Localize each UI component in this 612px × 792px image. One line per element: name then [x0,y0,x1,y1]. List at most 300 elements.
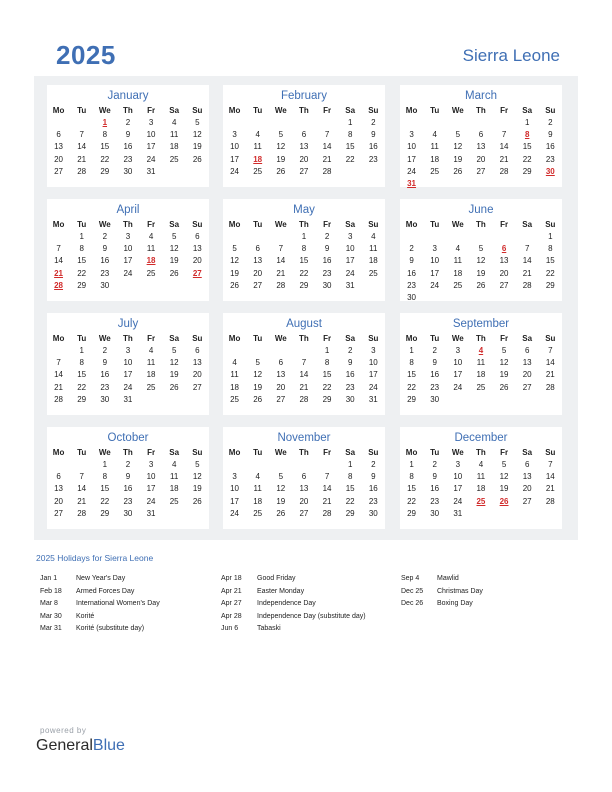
week-row [223,483,385,495]
week-row [400,243,562,255]
week-row [223,243,385,255]
weekday-label: Fr [147,334,156,343]
empty-cell [223,231,246,243]
day-cell: 5 [455,130,461,140]
month-name: September [452,318,510,330]
week-row [223,345,385,357]
empty-cell [493,394,516,406]
day-cell: 8 [324,358,330,368]
day-cell: 5 [195,118,200,127]
day-cell: 8 [301,244,307,254]
day-cell: 1 [79,346,84,355]
day-cell: 17 [123,370,133,380]
day-cell: 10 [230,484,240,494]
day-cell: 11 [146,358,156,368]
day-cell: 3 [148,460,154,469]
day-cell: 27 [499,280,509,290]
weekday-label: Tu [253,334,263,343]
weekday-header [47,105,209,117]
weekday-label: Su [368,220,379,229]
weekday-label: Tu [253,220,263,229]
weekday-label: Fr [323,334,332,343]
holiday-name: New Year's Day [76,575,126,582]
day-cell: 17 [430,268,440,278]
day-cell: 10 [123,244,133,254]
day-cell: 13 [192,358,202,368]
day-cell: 23 [430,382,440,392]
week-row [47,369,209,381]
day-cell: 26 [453,166,463,176]
empty-cell [516,508,539,520]
day-cell: 7 [301,358,307,368]
holiday-name: Christmas Day [437,587,483,595]
weekday-label: Tu [253,106,263,115]
day-cell: 28 [545,382,555,392]
week-row [400,483,562,495]
day-cell: 5 [255,358,260,368]
week-row [47,231,209,243]
day-cell: 1 [102,460,108,469]
week-row [223,255,385,267]
day-cell: 22 [100,496,110,506]
day-cell: 9 [371,472,376,482]
day-cell: 9 [125,130,131,140]
day-cell: 3 [409,130,414,140]
day-cell: 22 [522,154,532,164]
day-cell: 6 [255,244,260,254]
day-cell: 24 [368,382,378,392]
day-cell: 9 [409,256,414,266]
weekday-header [223,219,385,231]
day-cell: 1 [409,460,414,469]
day-cell: 16 [430,484,440,494]
day-cell: 17 [146,142,156,152]
weekday-label: We [274,448,287,457]
day-cell: 19 [476,268,486,278]
month-august [223,313,385,415]
empty-cell [446,231,469,243]
day-cell: 6 [301,130,307,140]
week-row [223,154,385,166]
empty-cell [47,459,70,471]
day-cell: 6 [301,472,307,482]
weekday-label: Sa [522,448,533,457]
day-cell: 20 [54,496,64,506]
day-cell: 3 [232,472,237,482]
weekday-label: We [98,334,111,343]
weekday-label: Tu [430,106,440,115]
holidays-title: 2025 Holidays for Sierra Leone [36,553,154,563]
day-cell: 23 [345,382,355,392]
day-cell: 11 [170,130,179,140]
day-cell: 11 [476,358,486,368]
day-cell: 28 [299,394,309,404]
day-cell: 26 [253,394,263,404]
day-cell: 6 [56,472,61,482]
day-cell: 21 [522,268,532,278]
day-cell: 15 [77,370,87,380]
day-cell: 21 [322,154,332,164]
day-cell: 10 [230,142,240,152]
day-cell: 16 [322,256,332,266]
day-cell: 25 [453,280,463,290]
week-row [223,280,385,292]
day-cell: 13 [54,142,64,152]
empty-cell [116,280,139,292]
day-cell: 2 [432,346,437,355]
empty-cell [446,292,469,304]
weekday-label: Th [299,220,309,229]
week-row [47,471,209,483]
weekday-label: Fr [323,448,332,457]
day-cell: 25 [253,166,263,176]
weekday-label: Fr [147,448,156,457]
country-title: Sierra Leone [462,46,560,65]
weekday-label: Mo [405,220,418,229]
weekday-label: Mo [228,106,241,115]
holiday-item [40,598,160,611]
weekday-label: Th [123,334,133,343]
empty-cell [186,166,209,178]
day-cell: 29 [299,280,309,290]
day-cell: 25 [230,394,240,404]
weekday-label: Mo [228,448,241,457]
day-cell: 18 [430,154,440,164]
day-cell: 18 [230,382,240,392]
empty-cell [186,508,209,520]
day-cell: 14 [77,484,87,494]
day-cell: 22 [77,268,87,278]
day-cell: 13 [476,142,486,152]
day-cell: 2 [371,118,376,127]
week-row [400,394,562,406]
day-cell: 30 [123,166,133,176]
day-cell: 13 [192,244,202,254]
week-row [47,508,209,520]
month-name: November [277,432,331,444]
day-cell: 27 [476,166,486,176]
day-cell: 16 [123,142,133,152]
day-cell: 25 [169,154,179,164]
day-cell: 28 [276,280,286,290]
month-name: August [286,318,322,330]
week-row [47,268,209,280]
weekday-header [400,105,562,117]
holiday-name: Good Friday [257,575,296,582]
weekday-label: Sa [522,106,533,115]
day-cell: 26 [169,382,179,392]
day-cell: 12 [253,370,263,380]
week-row [223,471,385,483]
holiday-name: Easter Monday [257,587,305,595]
day-cell: 10 [407,142,417,152]
day-cell: 18 [253,154,263,164]
day-cell: 27 [299,166,309,176]
day-cell: 9 [102,244,108,254]
weekday-label: Su [192,334,203,343]
day-cell: 21 [545,484,555,494]
month-name: December [454,432,508,444]
day-cell: 2 [432,460,437,469]
day-cell: 11 [170,472,179,482]
week-row [223,508,385,520]
empty-cell [539,178,562,190]
empty-cell [269,231,292,243]
week-row [400,231,562,243]
day-cell: 27 [299,508,309,518]
day-cell: 7 [79,472,84,482]
day-cell: 20 [192,256,202,266]
day-cell: 8 [409,472,414,482]
day-cell: 18 [253,496,263,506]
day-cell: 27 [522,496,532,506]
day-cell: 22 [407,382,417,392]
weekday-label: Mo [52,334,65,343]
day-cell: 3 [455,346,461,355]
month-may [223,199,385,301]
weekday-label: Su [368,448,379,457]
holiday-item [40,573,160,586]
empty-cell [469,508,492,520]
day-cell: 4 [255,472,260,482]
weekday-label: Tu [430,220,440,229]
day-cell: 21 [276,268,286,278]
holiday-item [401,586,483,599]
month-march [400,85,562,187]
day-cell: 7 [548,460,553,469]
day-cell: 16 [100,370,110,380]
day-cell: 17 [345,256,355,266]
day-cell: 1 [102,118,108,127]
day-cell: 25 [253,508,263,518]
day-cell: 15 [100,484,110,494]
day-cell: 9 [347,358,353,368]
week-row [400,357,562,369]
day-cell: 6 [195,232,200,241]
day-cell: 3 [371,346,376,355]
weekday-label: Sa [345,106,356,115]
holiday-date: Apr 21 [221,587,242,595]
week-row [223,141,385,153]
holiday-item [40,586,160,599]
day-cell: 29 [522,166,532,176]
empty-cell [539,394,562,406]
empty-cell [469,178,492,190]
day-cell: 24 [146,154,156,164]
week-row [47,166,209,178]
day-cell: 11 [253,142,262,152]
weekday-header [47,447,209,459]
weekday-label: We [451,334,464,343]
day-cell: 13 [299,484,309,494]
day-cell: 25 [146,268,156,278]
day-cell: 14 [77,142,87,152]
week-row [223,369,385,381]
month-december [400,427,562,529]
day-cell: 29 [345,508,355,518]
day-cell: 25 [476,382,486,392]
holiday-date: Apr 28 [221,612,242,620]
day-cell: 12 [192,472,202,482]
weekday-label: Fr [500,106,509,115]
month-name: January [107,90,149,102]
day-cell: 15 [299,256,309,266]
weekday-label: Sa [169,220,180,229]
day-cell: 26 [499,382,509,392]
day-cell: 9 [432,472,437,482]
day-cell: 19 [276,496,286,506]
empty-cell [163,280,186,292]
day-cell: 24 [345,268,355,278]
day-cell: 3 [232,130,237,140]
day-cell: 1 [324,346,330,355]
day-cell: 14 [54,370,64,380]
week-row [400,345,562,357]
day-cell: 8 [79,244,84,254]
week-row [400,166,562,178]
weekday-header [400,447,562,459]
empty-cell [70,459,93,471]
day-cell: 22 [322,382,332,392]
day-cell: 31 [407,178,417,188]
day-cell: 15 [77,256,87,266]
holiday-item [221,598,366,611]
weekday-label: We [274,220,287,229]
week-row [400,292,562,304]
day-cell: 29 [100,508,110,518]
day-cell: 5 [232,244,237,254]
empty-cell [163,508,186,520]
day-cell: 20 [54,154,64,164]
empty-cell [246,231,269,243]
day-cell: 31 [146,166,156,176]
day-cell: 12 [276,142,286,152]
day-cell: 27 [54,508,64,518]
day-cell: 5 [195,460,200,469]
day-cell: 12 [276,484,286,494]
day-cell: 3 [125,346,131,355]
week-row [47,345,209,357]
empty-cell [269,117,292,129]
day-cell: 13 [54,484,64,494]
day-cell: 2 [125,460,131,469]
weekday-label: Fr [500,220,509,229]
generalblue-logo [36,737,125,755]
empty-cell [493,231,516,243]
day-cell: 30 [430,508,440,518]
day-cell: 17 [146,484,156,494]
day-cell: 21 [322,496,332,506]
weekday-label: Th [123,220,133,229]
day-cell: 19 [499,484,509,494]
day-cell: 10 [453,358,463,368]
day-cell: 3 [432,244,437,254]
day-cell: 8 [548,244,553,254]
month-name: March [465,90,497,102]
weekday-label: Tu [430,448,440,457]
holiday-item [221,586,366,599]
empty-cell [423,292,446,304]
holiday-name: Korité (substitute day) [76,625,145,632]
day-cell: 29 [77,394,87,404]
weekday-label: Mo [52,220,65,229]
day-cell: 16 [368,142,378,152]
year-title: 2025 [56,40,116,70]
day-cell: 9 [548,130,553,140]
day-cell: 9 [432,358,437,368]
day-cell: 10 [146,472,156,482]
empty-cell [516,231,539,243]
day-cell: 29 [322,394,332,404]
holiday-item [40,611,160,624]
week-row [400,117,562,129]
day-cell: 10 [453,472,463,482]
day-cell: 31 [146,508,156,518]
day-cell: 30 [100,280,110,290]
day-cell: 12 [499,358,509,368]
day-cell: 26 [499,496,509,506]
week-row [223,268,385,280]
empty-cell [70,117,93,129]
day-cell: 22 [407,496,417,506]
empty-cell [246,345,269,357]
day-cell: 15 [322,370,332,380]
empty-cell [400,231,423,243]
empty-cell [163,394,186,406]
empty-cell [493,117,516,129]
day-cell: 13 [299,142,309,152]
day-cell: 30 [100,394,110,404]
day-cell: 7 [501,130,507,140]
empty-cell [269,459,292,471]
day-cell: 23 [123,154,133,164]
day-cell: 5 [278,472,284,482]
week-row [47,129,209,141]
weekday-label: We [451,106,464,115]
day-cell: 21 [54,268,64,278]
calendar-grid [34,76,578,540]
weekday-label: Th [123,106,133,115]
day-cell: 6 [478,130,484,140]
day-cell: 24 [146,496,156,506]
week-row [47,154,209,166]
weekday-label: We [451,220,464,229]
week-row [400,280,562,292]
day-cell: 17 [453,370,463,380]
weekday-label: Sa [345,448,356,457]
day-cell: 8 [102,130,108,140]
week-row [400,382,562,394]
empty-cell [469,292,492,304]
empty-cell [469,231,492,243]
day-cell: 21 [77,496,87,506]
weekday-label: Mo [228,334,241,343]
day-cell: 2 [125,118,131,127]
day-cell: 28 [54,394,64,404]
weekday-header [47,333,209,345]
day-cell: 4 [478,346,484,355]
day-cell: 17 [230,154,240,164]
day-cell: 21 [54,382,64,392]
day-cell: 5 [501,460,507,469]
day-cell: 27 [192,382,202,392]
weekday-header [223,105,385,117]
weekday-label: Fr [147,220,156,229]
week-row [223,117,385,129]
month-february [223,85,385,187]
day-cell: 2 [102,232,108,241]
day-cell: 29 [545,280,555,290]
